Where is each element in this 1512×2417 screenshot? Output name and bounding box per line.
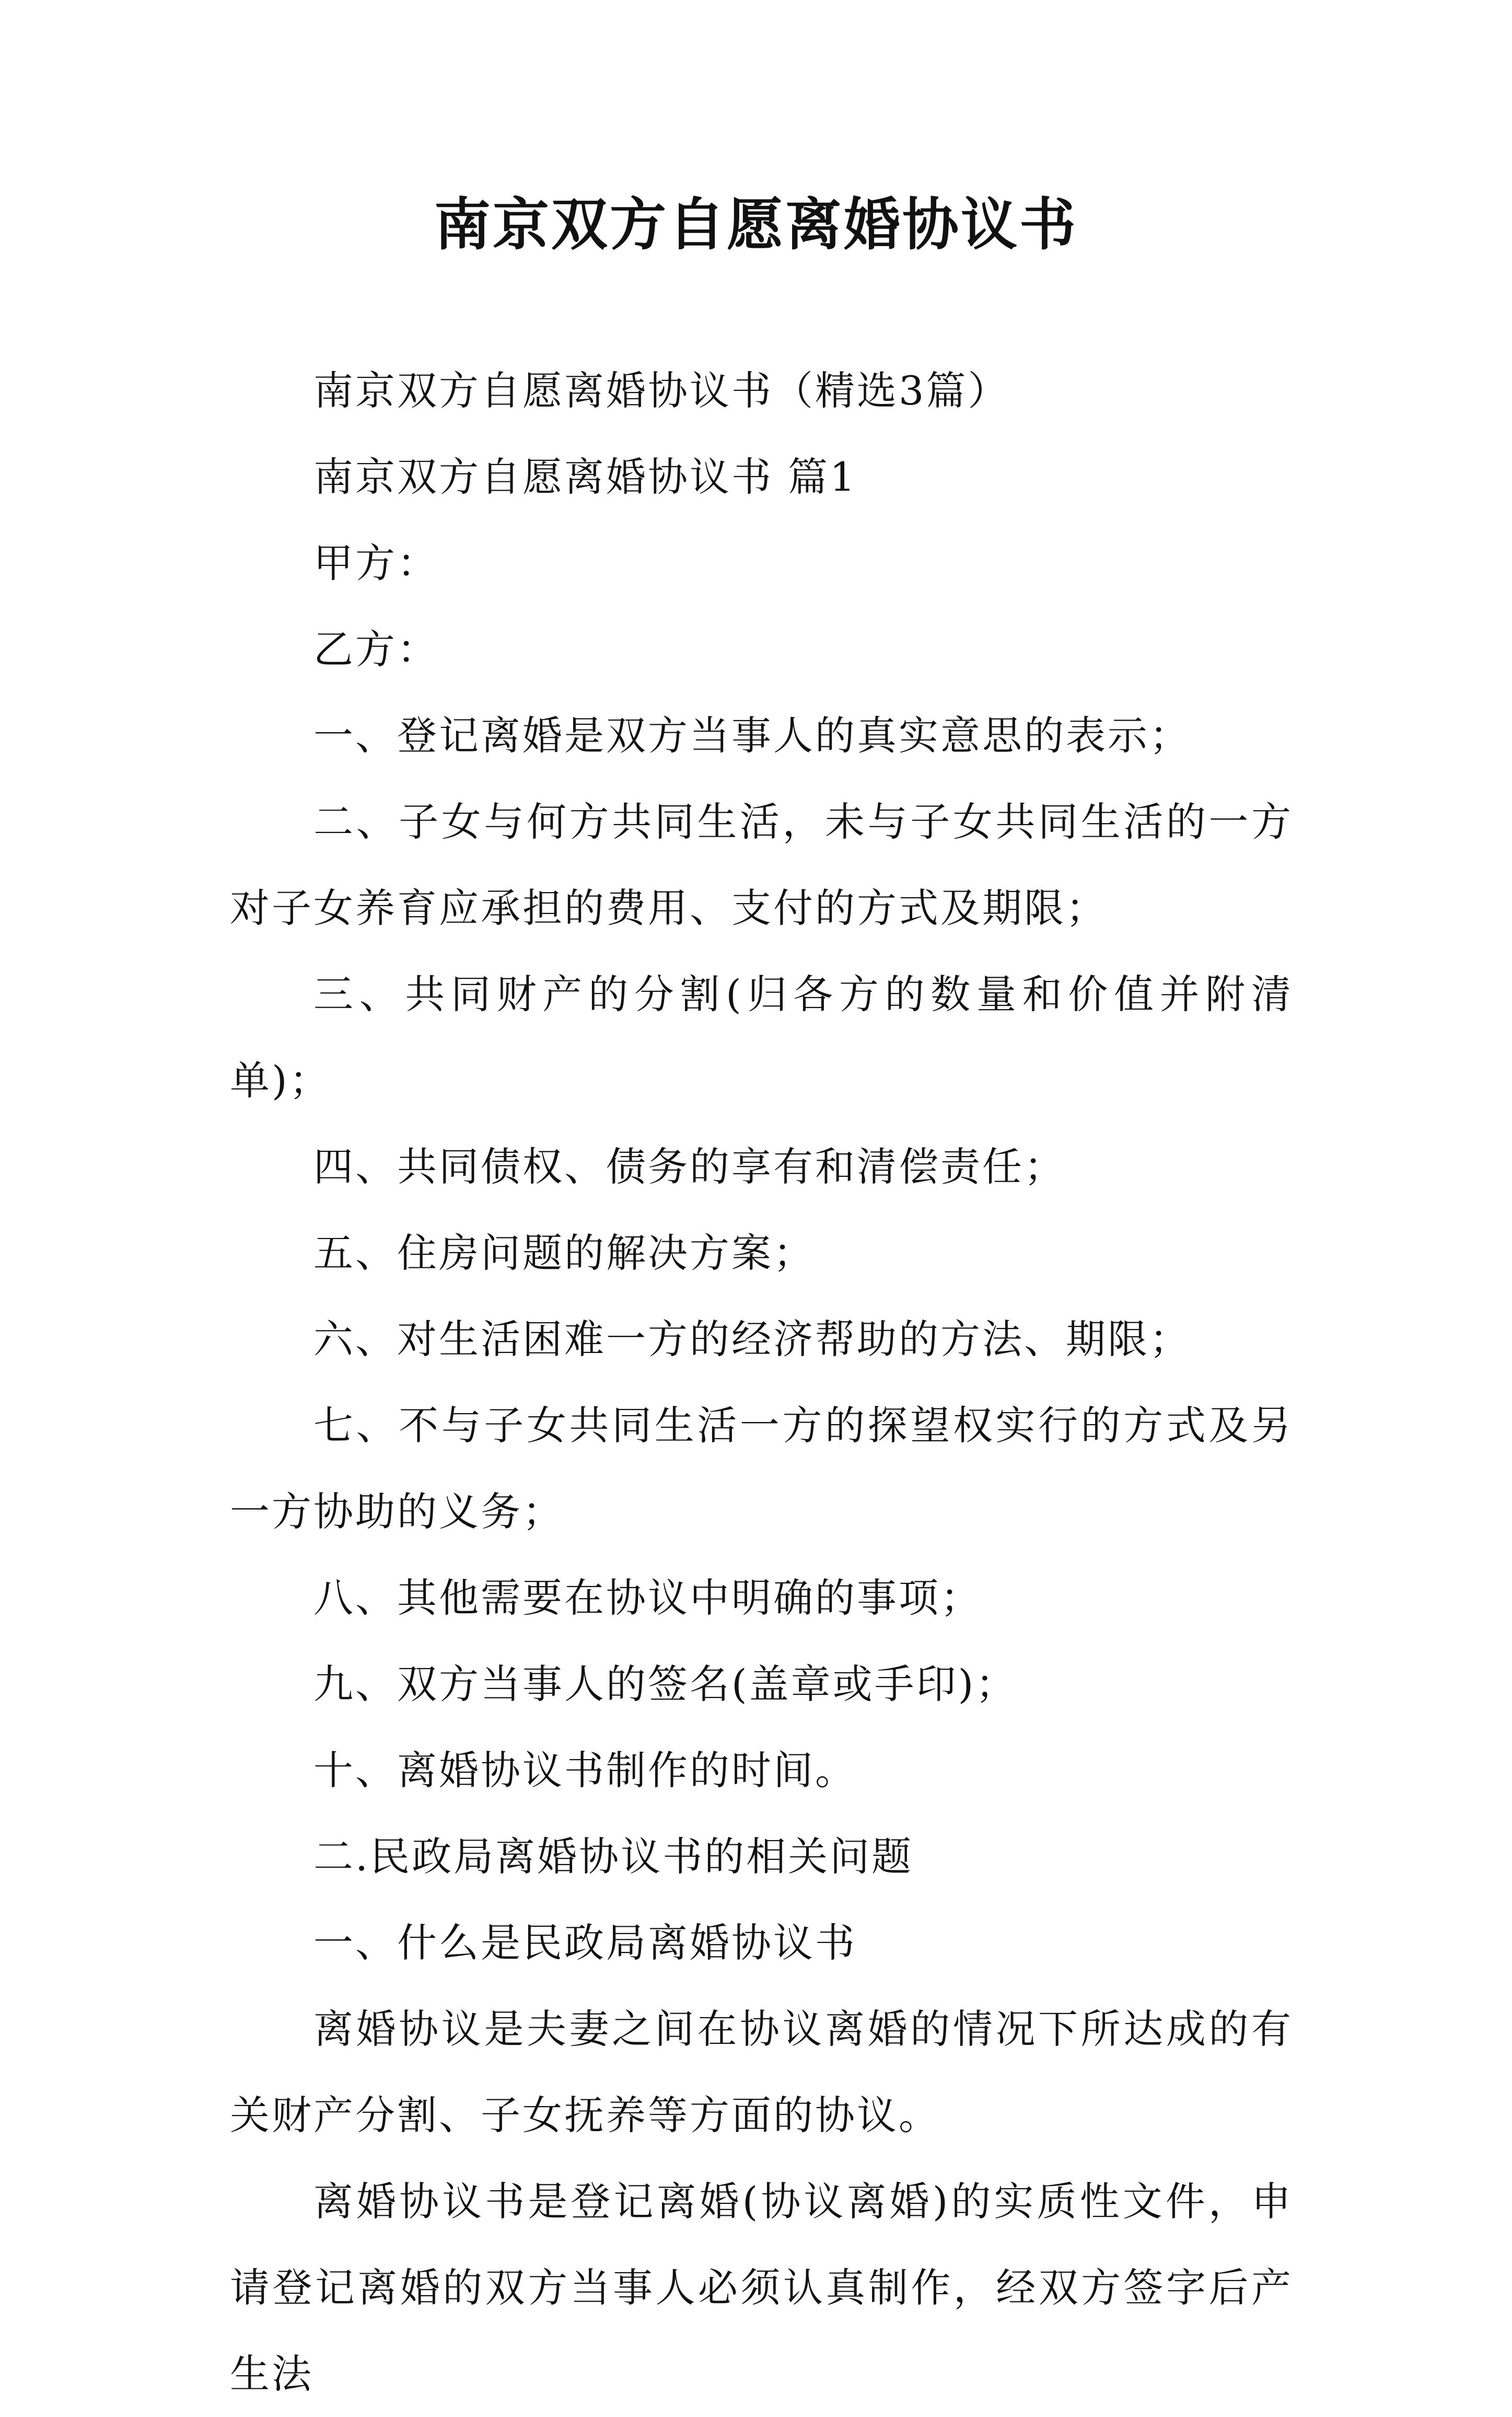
paragraph: 九、双方当事人的签名(盖章或手印)； bbox=[313, 1661, 1018, 1707]
paragraph: 一、登记离婚是双方当事人的真实意思的表示； bbox=[313, 712, 1191, 759]
paragraph: 南京双方自愿离婚协议书（精选3篇） bbox=[313, 367, 1010, 414]
paragraph: 南京双方自愿离婚协议书 篇1 bbox=[313, 454, 857, 500]
document-title: 南京双方自愿离婚协议书 bbox=[434, 192, 1078, 258]
paragraph: 二.民政局离婚协议书的相关问题 bbox=[313, 1833, 914, 1880]
paragraph: 乙方： bbox=[313, 626, 439, 673]
paragraph: 二、子女与何方共同生活，未与子女共同生活的一方对子女养育应承担的费用、支付的方式及期限； bbox=[230, 799, 1293, 931]
paragraph: 离婚协议书是登记离婚(协议离婚)的实质性文件，申请登记离婚的双方当事人必须认真制作，经双方签字后产生法 bbox=[230, 2178, 1293, 2397]
paragraph: 六、对生活困难一方的经济帮助的方法、期限； bbox=[313, 1316, 1191, 1362]
paragraph: 一、什么是民政局离婚协议书 bbox=[313, 1919, 857, 1966]
paragraph: 八、其他需要在协议中明确的事项； bbox=[313, 1575, 982, 1621]
document-body bbox=[230, 348, 1293, 2417]
paragraph: 五、住房问题的解决方案； bbox=[313, 1230, 815, 1276]
paragraph: 四、共同债权、债务的享有和清偿责任； bbox=[313, 1143, 1066, 1190]
paragraph: 十、离婚协议书制作的时间。 bbox=[313, 1747, 857, 1794]
paragraph: 离婚协议是夫妻之间在协议离婚的情况下所达成的有关财产分割、子女抚养等方面的协议。 bbox=[230, 2006, 1293, 2138]
paragraph: 三、共同财产的分割(归各方的数量和价值并附清单)； bbox=[230, 971, 1293, 1104]
paragraph: 七、不与子女共同生活一方的探望权实行的方式及另一方协助的义务； bbox=[230, 1402, 1293, 1535]
paragraph: 甲方： bbox=[313, 540, 439, 586]
